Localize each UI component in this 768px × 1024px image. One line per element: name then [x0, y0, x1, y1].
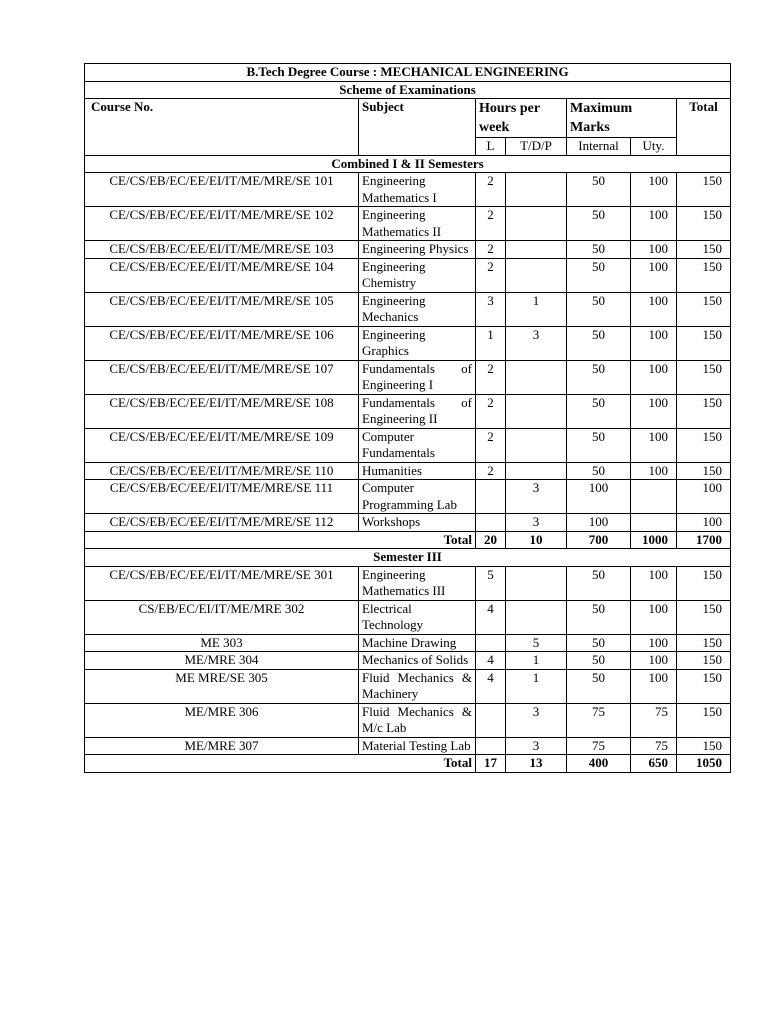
- total-marks: 150: [677, 652, 731, 670]
- course-number: CE/CS/EB/EC/EE/EI/IT/ME/MRE/SE 301: [85, 566, 359, 600]
- total-internal-marks: 700: [567, 531, 631, 549]
- university-marks: 100: [631, 241, 677, 259]
- title-row: [85, 64, 731, 82]
- subject-name: Material Testing Lab: [359, 737, 476, 755]
- lecture-hours: [476, 514, 506, 532]
- tdp-hours: [506, 394, 567, 428]
- lecture-hours: 3: [476, 292, 506, 326]
- header-max-marks: Maximum Marks: [567, 99, 677, 138]
- tdp-hours: [506, 566, 567, 600]
- total-row: [85, 531, 731, 549]
- lecture-hours: 2: [476, 241, 506, 259]
- subject-name: Computer Fundamentals: [359, 428, 476, 462]
- tdp-hours: 3: [506, 326, 567, 360]
- tdp-hours: [506, 360, 567, 394]
- table-row: [85, 360, 731, 394]
- total-tdp-hours: 13: [506, 755, 567, 773]
- lecture-hours: 2: [476, 258, 506, 292]
- lecture-hours: 1: [476, 326, 506, 360]
- university-marks: 100: [631, 394, 677, 428]
- tdp-hours: 1: [506, 652, 567, 670]
- grand-total-marks: 1700: [677, 531, 731, 549]
- subject-name: Humanities: [359, 462, 476, 480]
- header-internal: Internal: [567, 138, 631, 156]
- total-marks: 150: [677, 703, 731, 737]
- tdp-hours: 3: [506, 480, 567, 514]
- internal-marks: 50: [567, 258, 631, 292]
- internal-marks: 50: [567, 669, 631, 703]
- tdp-hours: [506, 241, 567, 259]
- total-marks: 150: [677, 258, 731, 292]
- header-l: L: [476, 138, 506, 156]
- total-marks: 150: [677, 394, 731, 428]
- internal-marks: 50: [567, 394, 631, 428]
- table-row: [85, 207, 731, 241]
- lecture-hours: 2: [476, 207, 506, 241]
- table-row: [85, 566, 731, 600]
- internal-marks: 100: [567, 480, 631, 514]
- section-header-row: [85, 549, 731, 567]
- university-marks: 100: [631, 360, 677, 394]
- table-row: [85, 241, 731, 259]
- lecture-hours: 2: [476, 428, 506, 462]
- university-marks: 100: [631, 207, 677, 241]
- section-title: Combined I & II Semesters: [85, 155, 731, 173]
- header-course-no: Course No.: [85, 99, 359, 156]
- table-row: [85, 480, 731, 514]
- header-uty: Uty.: [631, 138, 677, 156]
- tdp-hours: [506, 207, 567, 241]
- subject-name: Engineering Chemistry: [359, 258, 476, 292]
- tdp-hours: 1: [506, 669, 567, 703]
- total-marks: 150: [677, 566, 731, 600]
- table-row: [85, 394, 731, 428]
- subject-name: Fluid Mechanics & Machinery: [359, 669, 476, 703]
- university-marks: 100: [631, 258, 677, 292]
- internal-marks: 50: [567, 634, 631, 652]
- header-row: [85, 99, 731, 138]
- table-row: [85, 652, 731, 670]
- total-marks: 150: [677, 634, 731, 652]
- lecture-hours: 4: [476, 652, 506, 670]
- subject-name: Engineering Mathematics II: [359, 207, 476, 241]
- table-row: [85, 600, 731, 634]
- university-marks: 100: [631, 326, 677, 360]
- header-total: Total: [677, 99, 731, 156]
- course-number: CE/CS/EB/EC/EE/EI/IT/ME/MRE/SE 103: [85, 241, 359, 259]
- header-hours: Hours per week: [476, 99, 567, 138]
- university-marks: 100: [631, 173, 677, 207]
- header-subject: Subject: [359, 99, 476, 156]
- header-tdp: T/D/P: [506, 138, 567, 156]
- course-number: ME/MRE 307: [85, 737, 359, 755]
- internal-marks: 75: [567, 703, 631, 737]
- subject-name: Workshops: [359, 514, 476, 532]
- table-title: B.Tech Degree Course : MECHANICAL ENGINEERING: [85, 64, 731, 82]
- course-number: CE/CS/EB/EC/EE/EI/IT/ME/MRE/SE 109: [85, 428, 359, 462]
- course-number: CE/CS/EB/EC/EE/EI/IT/ME/MRE/SE 101: [85, 173, 359, 207]
- course-number: CE/CS/EB/EC/EE/EI/IT/ME/MRE/SE 106: [85, 326, 359, 360]
- course-number: CE/CS/EB/EC/EE/EI/IT/ME/MRE/SE 110: [85, 462, 359, 480]
- lecture-hours: 2: [476, 360, 506, 394]
- lecture-hours: 5: [476, 566, 506, 600]
- university-marks: 75: [631, 703, 677, 737]
- course-number: CS/EB/EC/EI/IT/ME/MRE 302: [85, 600, 359, 634]
- total-marks: 150: [677, 241, 731, 259]
- university-marks: 100: [631, 428, 677, 462]
- total-university-marks: 650: [631, 755, 677, 773]
- total-marks: 150: [677, 292, 731, 326]
- total-row: [85, 755, 731, 773]
- subject-name: Fluid Mechanics & M/c Lab: [359, 703, 476, 737]
- subtitle-row: [85, 81, 731, 99]
- tdp-hours: 5: [506, 634, 567, 652]
- table-row: [85, 292, 731, 326]
- table-subtitle: Scheme of Examinations: [85, 81, 731, 99]
- internal-marks: 50: [567, 360, 631, 394]
- university-marks: 100: [631, 566, 677, 600]
- lecture-hours: 2: [476, 173, 506, 207]
- total-internal-marks: 400: [567, 755, 631, 773]
- internal-marks: 50: [567, 173, 631, 207]
- university-marks: 100: [631, 652, 677, 670]
- total-label: Total: [85, 755, 476, 773]
- tdp-hours: 1: [506, 292, 567, 326]
- total-marks: 150: [677, 462, 731, 480]
- total-lecture-hours: 20: [476, 531, 506, 549]
- total-marks: 150: [677, 737, 731, 755]
- subject-name: Fundamentals of Engineering II: [359, 394, 476, 428]
- internal-marks: 50: [567, 652, 631, 670]
- internal-marks: 50: [567, 566, 631, 600]
- lecture-hours: 4: [476, 600, 506, 634]
- table-row: [85, 514, 731, 532]
- course-number: CE/CS/EB/EC/EE/EI/IT/ME/MRE/SE 104: [85, 258, 359, 292]
- section-header-row: [85, 155, 731, 173]
- lecture-hours: [476, 480, 506, 514]
- total-university-marks: 1000: [631, 531, 677, 549]
- total-marks: 100: [677, 514, 731, 532]
- university-marks: 75: [631, 737, 677, 755]
- table-row: [85, 428, 731, 462]
- grand-total-marks: 1050: [677, 755, 731, 773]
- subject-name: Engineering Mathematics III: [359, 566, 476, 600]
- lecture-hours: [476, 737, 506, 755]
- exam-scheme-document: [84, 63, 730, 773]
- total-marks: 150: [677, 360, 731, 394]
- tdp-hours: [506, 173, 567, 207]
- course-number: CE/CS/EB/EC/EE/EI/IT/ME/MRE/SE 105: [85, 292, 359, 326]
- total-lecture-hours: 17: [476, 755, 506, 773]
- university-marks: 100: [631, 669, 677, 703]
- total-tdp-hours: 10: [506, 531, 567, 549]
- lecture-hours: 4: [476, 669, 506, 703]
- lecture-hours: 2: [476, 462, 506, 480]
- total-marks: 100: [677, 480, 731, 514]
- total-marks: 150: [677, 600, 731, 634]
- table-row: [85, 173, 731, 207]
- internal-marks: 50: [567, 292, 631, 326]
- total-marks: 150: [677, 207, 731, 241]
- lecture-hours: 2: [476, 394, 506, 428]
- university-marks: [631, 514, 677, 532]
- internal-marks: 50: [567, 428, 631, 462]
- internal-marks: 50: [567, 241, 631, 259]
- course-number: CE/CS/EB/EC/EE/EI/IT/ME/MRE/SE 107: [85, 360, 359, 394]
- course-number: ME/MRE 306: [85, 703, 359, 737]
- table-row: [85, 326, 731, 360]
- course-number: CE/CS/EB/EC/EE/EI/IT/ME/MRE/SE 111: [85, 480, 359, 514]
- table-row: [85, 669, 731, 703]
- total-marks: 150: [677, 326, 731, 360]
- subject-name: Engineering Physics: [359, 241, 476, 259]
- subject-name: Engineering Mechanics: [359, 292, 476, 326]
- table-row: [85, 462, 731, 480]
- table-row: [85, 737, 731, 755]
- course-number: CE/CS/EB/EC/EE/EI/IT/ME/MRE/SE 108: [85, 394, 359, 428]
- subject-name: Fundamentals of Engineering I: [359, 360, 476, 394]
- table-row: [85, 703, 731, 737]
- subject-name: Computer Programming Lab: [359, 480, 476, 514]
- internal-marks: 100: [567, 514, 631, 532]
- tdp-hours: 3: [506, 703, 567, 737]
- course-number: CE/CS/EB/EC/EE/EI/IT/ME/MRE/SE 102: [85, 207, 359, 241]
- tdp-hours: 3: [506, 737, 567, 755]
- total-marks: 150: [677, 173, 731, 207]
- tdp-hours: 3: [506, 514, 567, 532]
- university-marks: 100: [631, 462, 677, 480]
- section-title: Semester III: [85, 549, 731, 567]
- subject-name: Engineering Mathematics I: [359, 173, 476, 207]
- course-number: ME/MRE 304: [85, 652, 359, 670]
- course-number: ME MRE/SE 305: [85, 669, 359, 703]
- table-row: [85, 634, 731, 652]
- university-marks: [631, 480, 677, 514]
- internal-marks: 50: [567, 207, 631, 241]
- total-label: Total: [85, 531, 476, 549]
- table-row: [85, 258, 731, 292]
- tdp-hours: [506, 600, 567, 634]
- exam-scheme-table: [84, 63, 731, 773]
- internal-marks: 75: [567, 737, 631, 755]
- lecture-hours: [476, 703, 506, 737]
- subject-name: Engineering Graphics: [359, 326, 476, 360]
- course-number: ME 303: [85, 634, 359, 652]
- internal-marks: 50: [567, 600, 631, 634]
- tdp-hours: [506, 258, 567, 292]
- total-marks: 150: [677, 428, 731, 462]
- internal-marks: 50: [567, 326, 631, 360]
- university-marks: 100: [631, 292, 677, 326]
- lecture-hours: [476, 634, 506, 652]
- tdp-hours: [506, 428, 567, 462]
- subject-name: Machine Drawing: [359, 634, 476, 652]
- tdp-hours: [506, 462, 567, 480]
- university-marks: 100: [631, 600, 677, 634]
- university-marks: 100: [631, 634, 677, 652]
- subject-name: Mechanics of Solids: [359, 652, 476, 670]
- subject-name: Electrical Technology: [359, 600, 476, 634]
- internal-marks: 50: [567, 462, 631, 480]
- course-number: CE/CS/EB/EC/EE/EI/IT/ME/MRE/SE 112: [85, 514, 359, 532]
- total-marks: 150: [677, 669, 731, 703]
